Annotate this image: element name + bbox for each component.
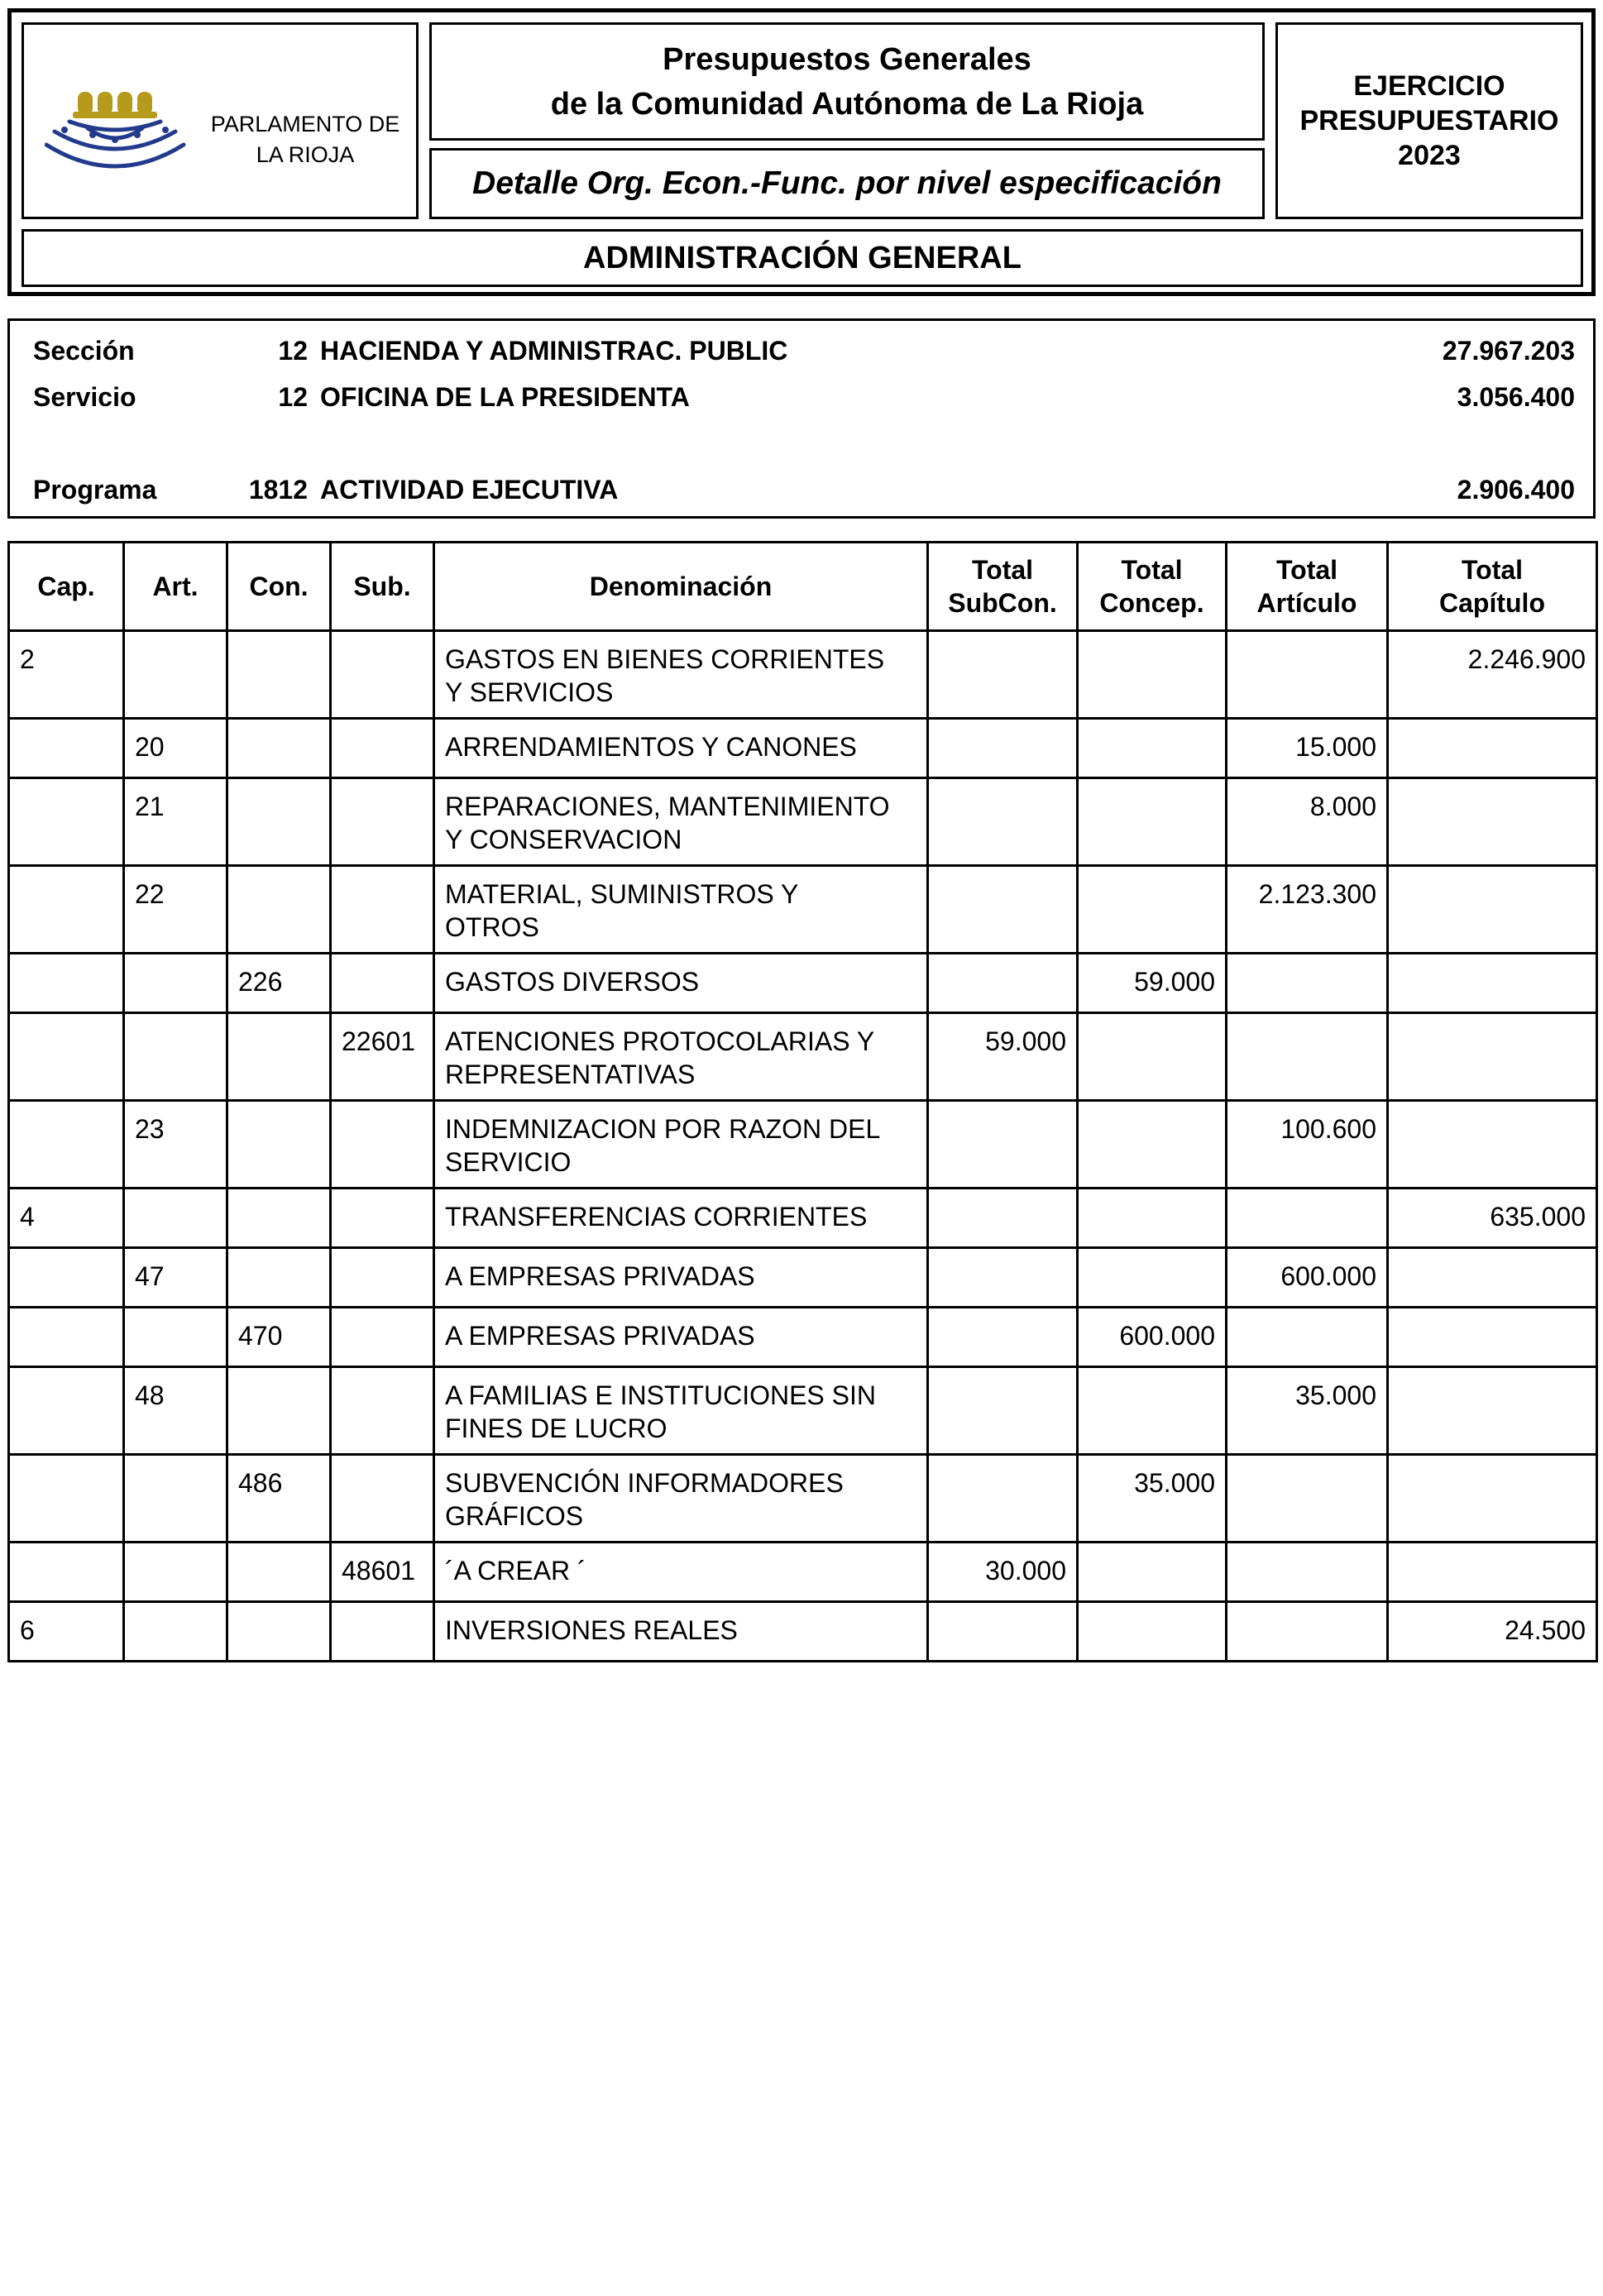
cell-concep: 600.000: [1078, 1308, 1227, 1367]
cell-con: [227, 1543, 331, 1602]
cell-denominacion: [434, 1367, 928, 1455]
cell-concep: 35.000: [1078, 1455, 1227, 1543]
den-line2: GRÁFICOS: [445, 1501, 584, 1531]
section-info: [7, 318, 1596, 519]
cell-denominacion: [434, 1455, 928, 1543]
table-row: [9, 1308, 1597, 1367]
col-concep-header: [1078, 543, 1227, 631]
cell-con: [227, 719, 331, 778]
cell-subcon: [928, 778, 1078, 866]
year-line1: EJERCICIO: [1353, 70, 1505, 102]
table-row: [9, 1101, 1597, 1189]
den-line1: A FAMILIAS E INSTITUCIONES SIN: [445, 1380, 876, 1410]
cell-denominacion: [434, 778, 928, 866]
cell-art: 20: [124, 719, 227, 778]
col-cap-header: Cap.: [9, 543, 124, 631]
cell-cap: [9, 1248, 124, 1308]
year-value: 2023: [1398, 140, 1461, 171]
cell-articulo: [1227, 1455, 1388, 1543]
cell-subcon: [928, 631, 1078, 719]
administration-title: ADMINISTRACIÓN GENERAL: [583, 240, 1022, 275]
cell-cap: [9, 1455, 124, 1543]
table-row: [9, 1455, 1597, 1543]
table-row: [9, 1602, 1597, 1662]
organization-name: [202, 109, 409, 170]
cell-sub: [331, 1248, 434, 1308]
fiscal-year-panel: [1275, 22, 1583, 219]
cell-sub: [331, 1455, 434, 1543]
cell-art: 21: [124, 778, 227, 866]
cell-capitulo: [1388, 1248, 1597, 1308]
den-line2: REPRESENTATIVAS: [445, 1060, 696, 1089]
seccion-code: 12: [278, 336, 308, 366]
seccion-name: HACIENDA Y ADMINISTRAC. PUBLIC: [320, 336, 788, 366]
cell-capitulo: [1388, 954, 1597, 1013]
cell-art: [124, 954, 227, 1013]
cell-concep: [1078, 1013, 1227, 1101]
table-row: [9, 866, 1597, 954]
cell-con: 470: [227, 1308, 331, 1367]
subcon-header-line1: Total: [971, 555, 1034, 585]
cell-articulo: [1227, 1189, 1388, 1248]
cell-subcon: [928, 1308, 1078, 1367]
cell-cap: [9, 778, 124, 866]
cell-concep: [1078, 1101, 1227, 1189]
cell-subcon: [928, 954, 1078, 1013]
cell-art: [124, 1455, 227, 1543]
cell-cap: [9, 866, 124, 954]
cell-cap: [9, 1367, 124, 1455]
cell-denominacion: [434, 719, 928, 778]
parlamento-logo-icon: [45, 87, 194, 178]
den-line1: SUBVENCIÓN INFORMADORES: [445, 1468, 844, 1498]
cell-sub: 22601: [331, 1013, 434, 1101]
den-line1: INDEMNIZACION POR RAZON DEL: [445, 1114, 881, 1144]
den-line2: OTROS: [445, 912, 539, 942]
col-art-header: Art.: [124, 543, 227, 631]
den-line1: INVERSIONES REALES: [445, 1615, 738, 1645]
cell-capitulo: [1388, 719, 1597, 778]
cell-con: [227, 1189, 331, 1248]
budget-table: [7, 541, 1598, 1662]
cell-articulo: 600.000: [1227, 1248, 1388, 1308]
subtitle-panel: [429, 148, 1265, 219]
den-line1: ATENCIONES PROTOCOLARIAS Y: [445, 1026, 875, 1056]
programa-row: [10, 475, 1593, 508]
cell-cap: 2: [9, 631, 124, 719]
cell-denominacion: [434, 1308, 928, 1367]
cell-denominacion: [434, 1013, 928, 1101]
cell-capitulo: [1388, 1013, 1597, 1101]
cell-subcon: 30.000: [928, 1543, 1078, 1602]
cell-art: [124, 1543, 227, 1602]
cell-sub: [331, 631, 434, 719]
cell-articulo: [1227, 1308, 1388, 1367]
cell-art: [124, 1602, 227, 1662]
programa-code: 1812: [248, 475, 308, 505]
cell-concep: [1078, 866, 1227, 954]
servicio-row: [10, 382, 1593, 415]
cell-cap: [9, 1308, 124, 1367]
col-capitulo-header: [1388, 543, 1597, 631]
den-line1: TRANSFERENCIAS CORRIENTES: [445, 1202, 868, 1232]
cell-articulo: [1227, 954, 1388, 1013]
col-articulo-header: [1227, 543, 1388, 631]
den-line2: FINES DE LUCRO: [445, 1413, 668, 1443]
articulo-header-line1: Total: [1275, 555, 1338, 585]
cell-art: [124, 1308, 227, 1367]
cell-articulo: 100.600: [1227, 1101, 1388, 1189]
cell-cap: [9, 719, 124, 778]
cell-art: 47: [124, 1248, 227, 1308]
cell-con: [227, 778, 331, 866]
seccion-label: Sección: [33, 336, 135, 366]
cell-articulo: 15.000: [1227, 719, 1388, 778]
cell-art: 48: [124, 1367, 227, 1455]
cell-cap: 6: [9, 1602, 124, 1662]
den-line1: A EMPRESAS PRIVADAS: [445, 1261, 755, 1291]
servicio-amount: 3.056.400: [1457, 382, 1575, 412]
cell-concep: [1078, 719, 1227, 778]
table-row: [9, 1543, 1597, 1602]
cell-sub: 48601: [331, 1543, 434, 1602]
cell-capitulo: 2.246.900: [1388, 631, 1597, 719]
table-row: [9, 1013, 1597, 1101]
cell-sub: [331, 866, 434, 954]
cell-articulo: 8.000: [1227, 778, 1388, 866]
cell-subcon: [928, 866, 1078, 954]
col-subcon-header: [928, 543, 1078, 631]
cell-concep: [1078, 1248, 1227, 1308]
cell-subcon: [928, 719, 1078, 778]
cell-articulo: 35.000: [1227, 1367, 1388, 1455]
cell-capitulo: [1388, 1367, 1597, 1455]
cell-art: 23: [124, 1101, 227, 1189]
den-line1: GASTOS EN BIENES CORRIENTES: [445, 644, 885, 674]
cell-cap: 4: [9, 1189, 124, 1248]
cell-capitulo: [1388, 778, 1597, 866]
capitulo-header-line2: Capítulo: [1439, 588, 1545, 618]
cell-subcon: [928, 1248, 1078, 1308]
programa-name: ACTIVIDAD EJECUTIVA: [320, 475, 619, 505]
cell-cap: [9, 1013, 124, 1101]
cell-con: [227, 1101, 331, 1189]
administration-panel: [22, 229, 1583, 287]
cell-art: [124, 1013, 227, 1101]
capitulo-header-line1: Total: [1461, 555, 1524, 585]
table-row: [9, 954, 1597, 1013]
concep-header-line2: Concep.: [1099, 588, 1204, 618]
cell-cap: [9, 1101, 124, 1189]
den-line1: ´A CREAR ´: [445, 1556, 586, 1586]
cell-concep: [1078, 1367, 1227, 1455]
cell-con: 226: [227, 954, 331, 1013]
den-line1: REPARACIONES, MANTENIMIENTO: [445, 792, 890, 821]
cell-denominacion: [434, 954, 928, 1013]
table-header-row: [9, 543, 1597, 631]
cell-articulo: [1227, 1543, 1388, 1602]
cell-capitulo: [1388, 1308, 1597, 1367]
cell-subcon: [928, 1101, 1078, 1189]
cell-concep: [1078, 1543, 1227, 1602]
cell-subcon: [928, 1367, 1078, 1455]
cell-cap: [9, 954, 124, 1013]
year-line2: PRESUPUESTARIO: [1299, 105, 1559, 136]
cell-sub: [331, 1308, 434, 1367]
cell-sub: [331, 778, 434, 866]
cell-articulo: 2.123.300: [1227, 866, 1388, 954]
title-panel: [429, 22, 1265, 141]
cell-sub: [331, 1367, 434, 1455]
den-line1: A EMPRESAS PRIVADAS: [445, 1321, 755, 1351]
den-line1: ARRENDAMIENTOS Y CANONES: [445, 732, 857, 762]
cell-capitulo: [1388, 1101, 1597, 1189]
cell-articulo: [1227, 1013, 1388, 1101]
den-line2: Y SERVICIOS: [445, 677, 614, 707]
cell-con: [227, 1602, 331, 1662]
programa-amount: 2.906.400: [1457, 475, 1575, 505]
servicio-code: 12: [278, 382, 308, 412]
cell-cap: [9, 1543, 124, 1602]
org-name-line2: LA RIOJA: [256, 142, 355, 167]
cell-denominacion: [434, 1602, 928, 1662]
cell-art: [124, 631, 227, 719]
cell-art: [124, 1189, 227, 1248]
concep-header-line1: Total: [1121, 555, 1183, 585]
servicio-name: OFICINA DE LA PRESIDENTA: [320, 382, 690, 412]
den-line1: MATERIAL, SUMINISTROS Y: [445, 879, 799, 909]
org-name-line1: PARLAMENTO DE: [210, 112, 400, 136]
cell-con: [227, 1013, 331, 1101]
col-denominacion-header: Denominación: [434, 543, 928, 631]
cell-concep: [1078, 1189, 1227, 1248]
title-line2: de la Comunidad Autónoma de La Rioja: [550, 86, 1144, 122]
cell-con: [227, 631, 331, 719]
servicio-label: Servicio: [33, 382, 136, 412]
cell-con: [227, 866, 331, 954]
cell-denominacion: [434, 1101, 928, 1189]
den-line2: Y CONSERVACION: [445, 825, 682, 854]
cell-sub: [331, 1189, 434, 1248]
seccion-row: [10, 336, 1593, 369]
cell-subcon: 59.000: [928, 1013, 1078, 1101]
title-line1: Presupuestos Generales: [663, 41, 1031, 77]
den-line1: GASTOS DIVERSOS: [445, 967, 700, 997]
document-header: [7, 8, 1596, 296]
table-row: [9, 1189, 1597, 1248]
subcon-header-line2: SubCon.: [948, 588, 1057, 618]
subtitle: Detalle Org. Econ.-Func. por nivel especificación: [472, 165, 1222, 201]
table-row: [9, 1367, 1597, 1455]
cell-articulo: [1227, 631, 1388, 719]
cell-con: [227, 1248, 331, 1308]
cell-denominacion: [434, 866, 928, 954]
cell-concep: [1078, 778, 1227, 866]
cell-denominacion: [434, 1543, 928, 1602]
cell-capitulo: [1388, 866, 1597, 954]
cell-subcon: [928, 1189, 1078, 1248]
seccion-amount: 27.967.203: [1442, 336, 1575, 366]
table-row: [9, 719, 1597, 778]
cell-concep: 59.000: [1078, 954, 1227, 1013]
cell-capitulo: [1388, 1543, 1597, 1602]
programa-label: Programa: [33, 475, 157, 505]
col-sub-header: Sub.: [331, 543, 434, 631]
cell-subcon: [928, 1602, 1078, 1662]
articulo-header-line2: Artículo: [1256, 588, 1357, 618]
cell-con: 486: [227, 1455, 331, 1543]
cell-denominacion: [434, 1189, 928, 1248]
den-line2: SERVICIO: [445, 1147, 572, 1177]
cell-sub: [331, 1101, 434, 1189]
cell-subcon: [928, 1455, 1078, 1543]
cell-art: 22: [124, 866, 227, 954]
cell-capitulo: 635.000: [1388, 1189, 1597, 1248]
cell-sub: [331, 719, 434, 778]
cell-capitulo: 24.500: [1388, 1602, 1597, 1662]
cell-denominacion: [434, 631, 928, 719]
logo-panel: [22, 22, 419, 219]
cell-concep: [1078, 631, 1227, 719]
cell-capitulo: [1388, 1455, 1597, 1543]
table-row: [9, 1248, 1597, 1308]
table-row: [9, 631, 1597, 719]
cell-sub: [331, 954, 434, 1013]
cell-con: [227, 1367, 331, 1455]
table-row: [9, 778, 1597, 866]
cell-denominacion: [434, 1248, 928, 1308]
cell-articulo: [1227, 1602, 1388, 1662]
col-con-header: Con.: [227, 543, 331, 631]
cell-concep: [1078, 1602, 1227, 1662]
cell-sub: [331, 1602, 434, 1662]
